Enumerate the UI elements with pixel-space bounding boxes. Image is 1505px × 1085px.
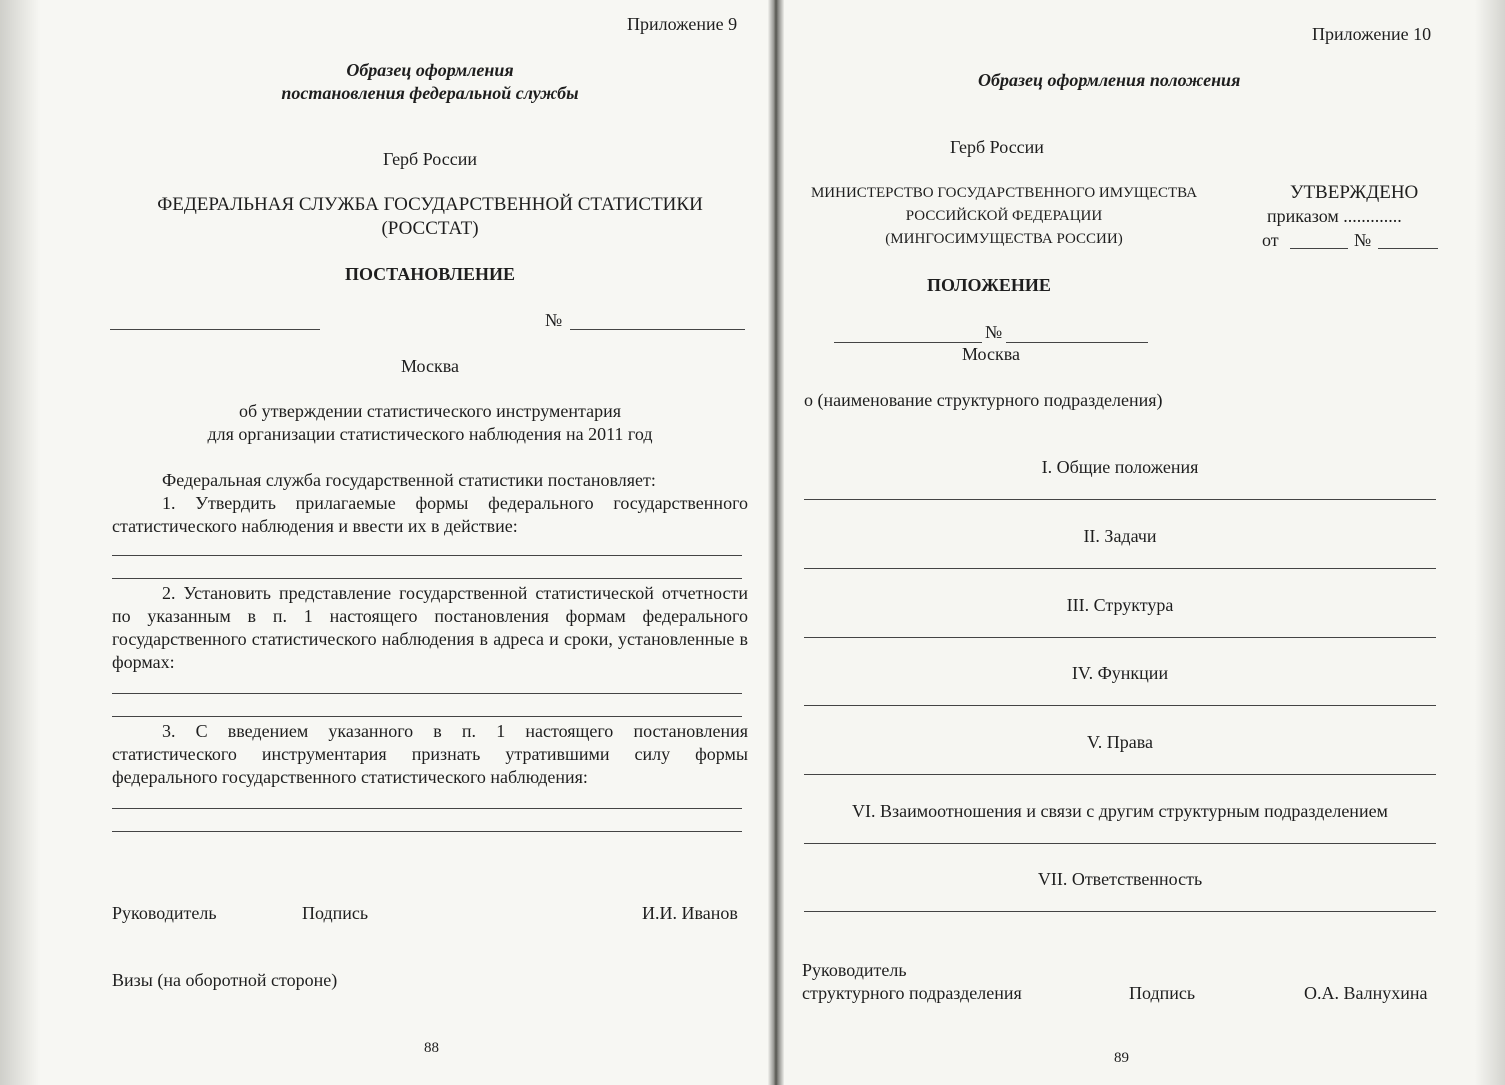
approved-number: № — [1354, 230, 1372, 250]
fill-line — [804, 705, 1436, 706]
number-sign: № — [985, 322, 1003, 342]
approved-from: от — [1262, 230, 1279, 250]
item-2: 2. Установить представление государственной статистической отчетности по указанным в п. 1 настоящего постановления формам федерального государственного статистического наблюдения в адреса и сроки, установленные в формах: — [112, 583, 748, 672]
fill-line — [804, 637, 1436, 638]
agency-name-line1: ФЕДЕРАЛЬНАЯ СЛУЖБА ГОСУДАРСТВЕННОЙ СТАТИСТИКИ — [157, 194, 703, 215]
signature-sign: Подпись — [302, 903, 369, 923]
page-number: 88 — [424, 1040, 439, 1056]
number-sign: № — [545, 310, 563, 330]
fill-line — [112, 578, 742, 579]
appendix-label: Приложение 10 — [1312, 24, 1432, 44]
fill-line — [112, 716, 742, 717]
ministry-line1: МИНИСТЕРСТВО ГОСУДАРСТВЕННОГО ИМУЩЕСТВА — [810, 185, 1198, 201]
fill-line — [804, 774, 1436, 775]
ministry-line3: (МИНГОСИМУЩЕСТВА РОССИИ) — [885, 231, 1123, 247]
page-number: 89 — [1114, 1050, 1129, 1066]
fill-line — [804, 499, 1436, 500]
item-1: 1. Утвердить прилагаемые формы федерального государственного статистического наблюдения и ввести их в действие: — [112, 493, 748, 536]
subject-line1: об утверждении статистического инструментария — [238, 401, 622, 421]
section-heading: VI. Взаимоотношения и связи с другим структурным подразделением — [852, 801, 1388, 821]
sample-title-line2: постановления федеральной службы — [281, 83, 579, 103]
ministry-line2: РОССИЙСКОЙ ФЕДЕРАЦИИ — [905, 208, 1103, 224]
signature-name: О.А. Валнухина — [1304, 983, 1428, 1003]
fill-line — [112, 808, 742, 809]
city-label: Москва — [401, 356, 459, 376]
appendix-label: Приложение 9 — [627, 14, 738, 34]
fill-line — [804, 911, 1436, 912]
section-heading: VII. Ответственность — [1037, 869, 1203, 889]
signature-position-line1: Руководитель — [802, 960, 907, 980]
section-heading: I. Общие положения — [1041, 457, 1199, 477]
approved-date-line — [1290, 248, 1348, 249]
visas-note: Визы (на оборотной стороне) — [112, 970, 338, 990]
signature-position-line2: структурного подразделения — [802, 983, 1022, 1003]
page-edge-shadow — [1475, 0, 1505, 1085]
fill-line — [112, 831, 742, 832]
agency-name-line2: (РОССТАТ) — [381, 218, 479, 239]
sample-title: Образец оформления положения — [978, 70, 1241, 90]
date-line — [834, 342, 982, 343]
sample-title-line1: Образец оформления — [346, 60, 514, 80]
signature-sign: Подпись — [1129, 983, 1196, 1003]
item-3: 3. С введением указанного в п. 1 настоящего постановления статистического инструментария признать утратившими силу формы федерального государственного статистического наблюдения: — [112, 721, 748, 787]
number-line — [570, 329, 745, 330]
section-heading: II. Задачи — [1083, 526, 1157, 546]
section-heading: V. Права — [1087, 732, 1153, 752]
document-type-heading: ПОЛОЖЕНИЕ — [927, 275, 1051, 295]
right-page — [782, 0, 1505, 1085]
date-line — [110, 329, 320, 330]
preamble: Федеральная служба государственной статистики постановляет: — [162, 470, 656, 490]
emblem-label: Герб России — [950, 137, 1044, 157]
city-label: Москва — [962, 344, 1020, 364]
section-heading: III. Структура — [1066, 595, 1174, 615]
document-type-heading: ПОСТАНОВЛЕНИЕ — [344, 264, 516, 284]
approved-stamp: УТВЕРЖДЕНО — [1290, 182, 1419, 203]
subject: о (наименование структурного подразделения) — [804, 390, 1163, 410]
approved-order: приказом ............. — [1267, 206, 1402, 226]
approved-number-line — [1378, 248, 1438, 249]
fill-line — [804, 843, 1436, 844]
book-spine — [768, 0, 784, 1085]
fill-line — [112, 555, 742, 556]
fill-line — [804, 568, 1436, 569]
number-line — [1006, 342, 1148, 343]
emblem-label: Герб России — [383, 149, 477, 169]
signature-position: Руководитель — [112, 903, 217, 923]
signature-name: И.И. Иванов — [642, 903, 738, 923]
section-heading: IV. Функции — [1071, 663, 1169, 683]
subject-line2: для организации статистического наблюдения на 2011 год — [207, 424, 653, 444]
fill-line — [112, 693, 742, 694]
